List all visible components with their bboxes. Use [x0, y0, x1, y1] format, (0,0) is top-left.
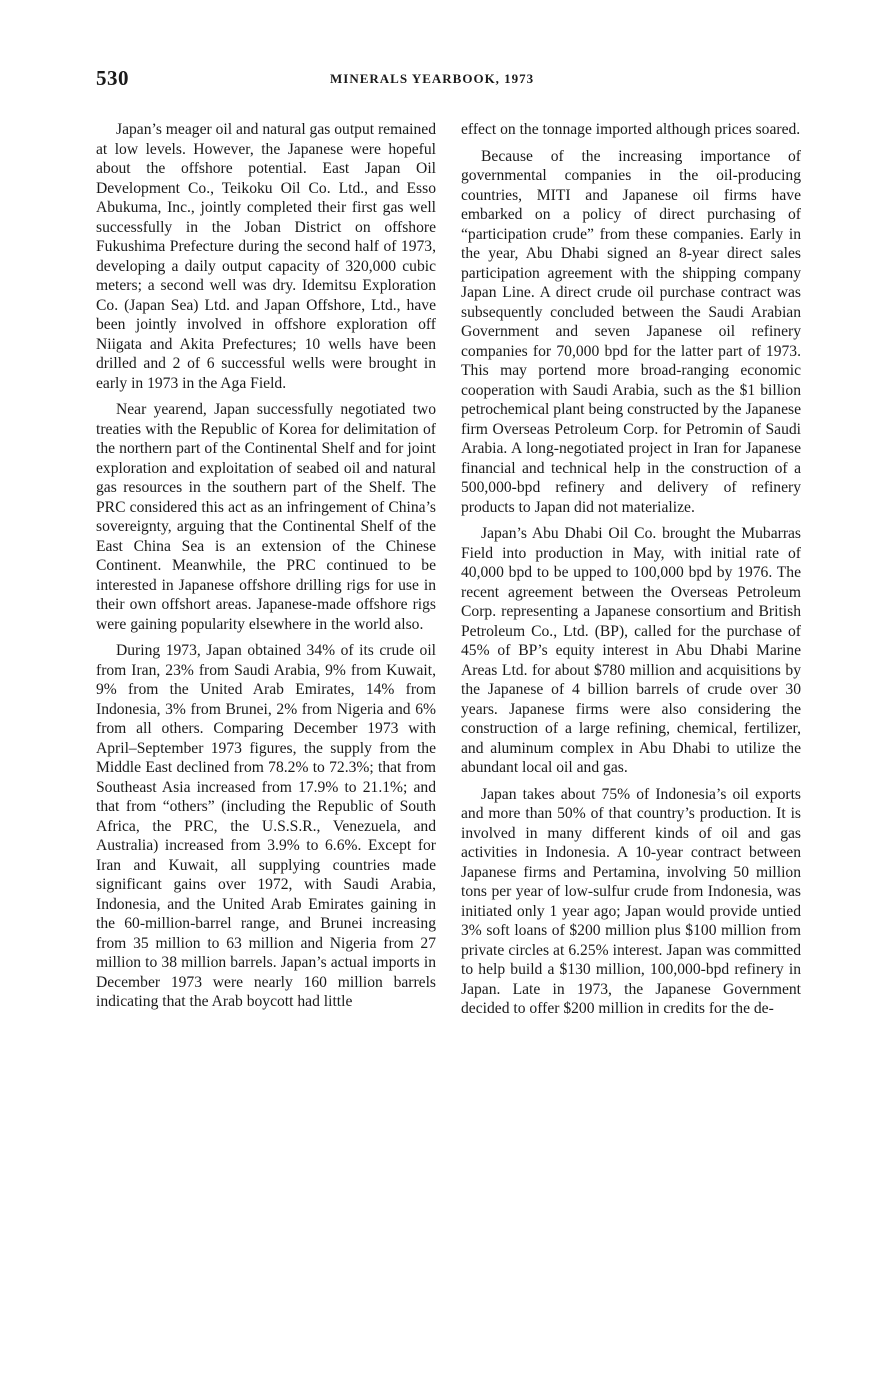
paragraph-participation-crude: Because of the increasing importance of governmental companies in the oil-producing countries, MITI and Japanese oil firms have embarked on a policy of direct purchasing of “participation crude” from these companies. Early in the year, Abu Dhabi signed an 8-year direct sales participation agreement with the shipping company Japan Line. A direct crude oil purchase contract was subsequently concluded between the Saudi Arabian Government and seven Japanese oil refinery companies for 70,000 bpd for the latter part of 1973. This may portend more broad-ranging economic cooperation with Saudi Arabia, such as the $1 billion petrochemical plant being constructed by the Japanese firm Overseas Petroleum Corp. for Petromin of Saudi Arabia. A long-negotiated project in Iran for Japanese financial and technical help in the construction of a 500,000-bpd refinery and delivery of refinery products to Japan did not materialize. [461, 147, 801, 516]
right-column [461, 120, 801, 1019]
running-title: MINERALS YEARBOOK, 1973 [330, 71, 535, 86]
page-number: 530 [96, 66, 129, 90]
page-header [96, 66, 804, 96]
left-column [96, 120, 436, 1012]
paragraph-abu-dhabi: Japan’s Abu Dhabi Oil Co. brought the Mubarras Field into production in May, with initial rate of 40,000 bpd to be upped to 100,000 bpd by 1976. The recent agreement between the Overseas Petroleum Corp. representing a Japanese consortium and British Petroleum Co., Ltd. (BP), called for the purchase of 45% of BP’s equity interest in Abu Dhabi Marine Areas Ltd. for about $780 million and acquisitions by the Japanese of 4 billion barrels of crude over 30 years. Japanese firms were also considering the construction of a large refining, chemical, fertilizer, and aluminum complex in Abu Dhabi to utilize the abundant local oil and gas. [461, 525, 801, 776]
paragraph-indonesia: Japan takes about 75% of Indonesia’s oil exports and more than 50% of that country’s production. It is involved in many different kinds of oil and gas activities in Indonesia. A 10-year contract between Japanese firms and Pertamina, involving 50 million tons per year of low-sulfur crude from Indonesia, was initiated only 1 year ago; Japan would provide untied 3% soft loans of $200 million plus $100 million from private circles at 6.25% interest. Japan was committed to help build a $130 million, 100,000-bpd refinery in Japan. Late in 1973, the Japanese Government decided to offer $200 million in credits for the de- [461, 785, 801, 1017]
paragraph-korea-treaties: Near yearend, Japan successfully negotiated two treaties with the Republic of Korea for delimitation of the northern part of the Continental Shelf and for joint exploration and exploitation of seabed oil and natural gas resources in the southern part of the Shelf. The PRC considered this act as an infringement of China’s sovereignty, arguing that the Continental Shelf of the East China Sea is an extension of the Chinese Continent. Meanwhile, the PRC continued to be interested in Japanese offshore drilling rigs for use in their own offshort areas. Japanese-made offshore rigs were gaining popularity elsewhere in the world also. [96, 401, 436, 633]
paragraph-continuation: effect on the tonnage imported although prices soared. [461, 121, 801, 138]
paragraph-offshore-potential: Japan’s meager oil and natural gas output remained at low levels. However, the Japanese were hopeful about the offshore potential. East Japan Oil Development Co., Teikoku Oil Co. Ltd., and Esso Abukuma, Inc., jointly completed their first gas well successfully in the Joban District on offshore Fukushima Prefecture during the second half of 1973, developing a daily output capacity of 320,000 cubic meters; a second well was dry. Idemitsu Exploration Co. (Japan Sea) Ltd. and Japan Offshore, Ltd., have been jointly involved in offshore exploration off Niigata and Akita Prefectures; 10 wells have been drilled and 2 of 6 successful wells were brought in early in 1973 in the Aga Field. [96, 121, 436, 392]
paragraph-crude-sources: During 1973, Japan obtained 34% of its crude oil from Iran, 23% from Saudi Arabia, 9% from Kuwait, 9% from the United Arab Emirates, 14% from Indonesia, 3% from Brunei, 2% from Nigeria and 6% from all others. Comparing December 1973 with April–September 1973 figures, the supply from the Middle East declined from 78.2% to 72.3%; that from Southeast Asia increased from 17.9% to 21.1%; and that from “others” (including the Republic of South Africa, the PRC, the U.S.S.R., Venezuela, and Australia) increased from 3.9% to 6.6%. Except for Iran and Kuwait, all supplying countries made significant gains over 1972, with Saudi Arabia, Indonesia, and the United Arab Emirates gaining in the 60-million-barrel range, and Brunei increasing from 35 million to 63 million and Nigeria from 27 million to 38 million barrels. Japan’s actual imports in December 1973 were nearly 160 million barrels indicating that the Arab boycott had little [96, 642, 436, 1010]
